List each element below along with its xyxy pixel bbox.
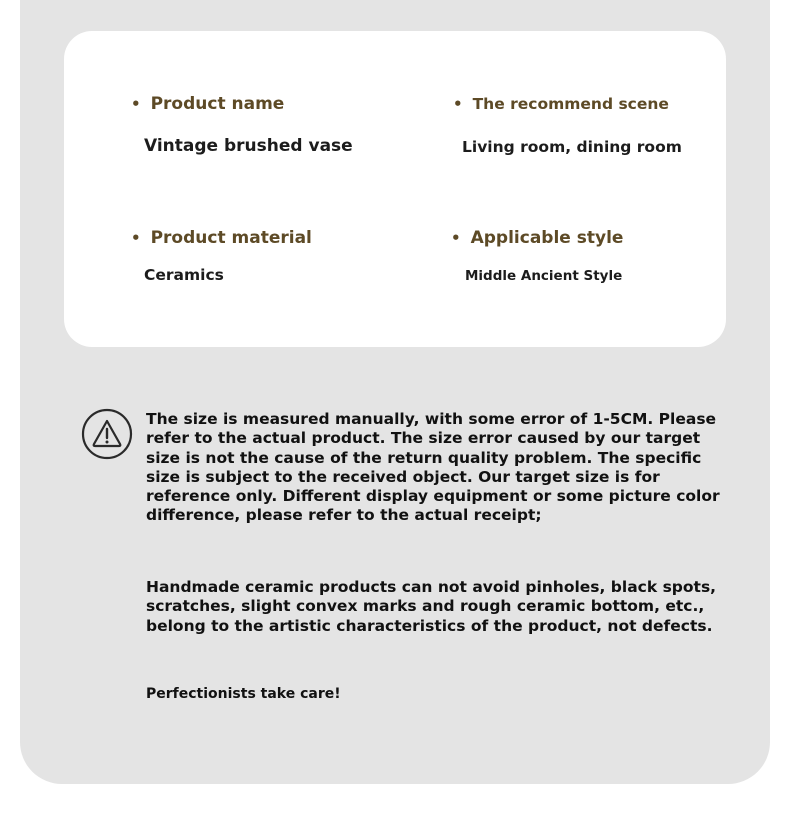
perfectionist-note-text: Perfectionists take care! (146, 686, 341, 702)
spec-value: Living room, dining room (462, 138, 682, 156)
spec-label: Product name (150, 94, 285, 114)
spec-product-material (131, 228, 312, 248)
warning-triangle-icon (81, 408, 133, 460)
spec-value: Middle Ancient Style (465, 268, 623, 284)
bullet-icon: • (131, 229, 141, 247)
spec-applicable-style (451, 228, 623, 248)
spec-recommend-scene (453, 95, 669, 113)
bullet-icon: • (451, 229, 461, 247)
spec-label: Applicable style (470, 228, 624, 248)
spec-value: Ceramics (144, 266, 224, 284)
size-disclaimer-text: The size is measured manually, with some error of 1-5CM. Please refer to the actual product. The size error caused by our target size is not the cause of the return quality problem. The specific size is subject to the received object. Our target size is for reference only. Different display equipment or some picture color difference, please refer to the actual receipt; (146, 410, 720, 525)
bullet-icon: • (453, 95, 463, 113)
handmade-disclaimer-text: Handmade ceramic products can not avoid pinholes, black spots, scratches, slight convex marks and rough ceramic bottom, etc., belong to the artistic characteristics of the product, not defects. (146, 578, 717, 635)
spec-value: Vintage brushed vase (144, 136, 353, 156)
spec-product-name (131, 94, 284, 114)
bullet-icon: • (131, 95, 141, 113)
spec-card (64, 31, 726, 347)
spec-label: The recommend scene (472, 95, 669, 113)
spec-label: Product material (150, 228, 312, 248)
